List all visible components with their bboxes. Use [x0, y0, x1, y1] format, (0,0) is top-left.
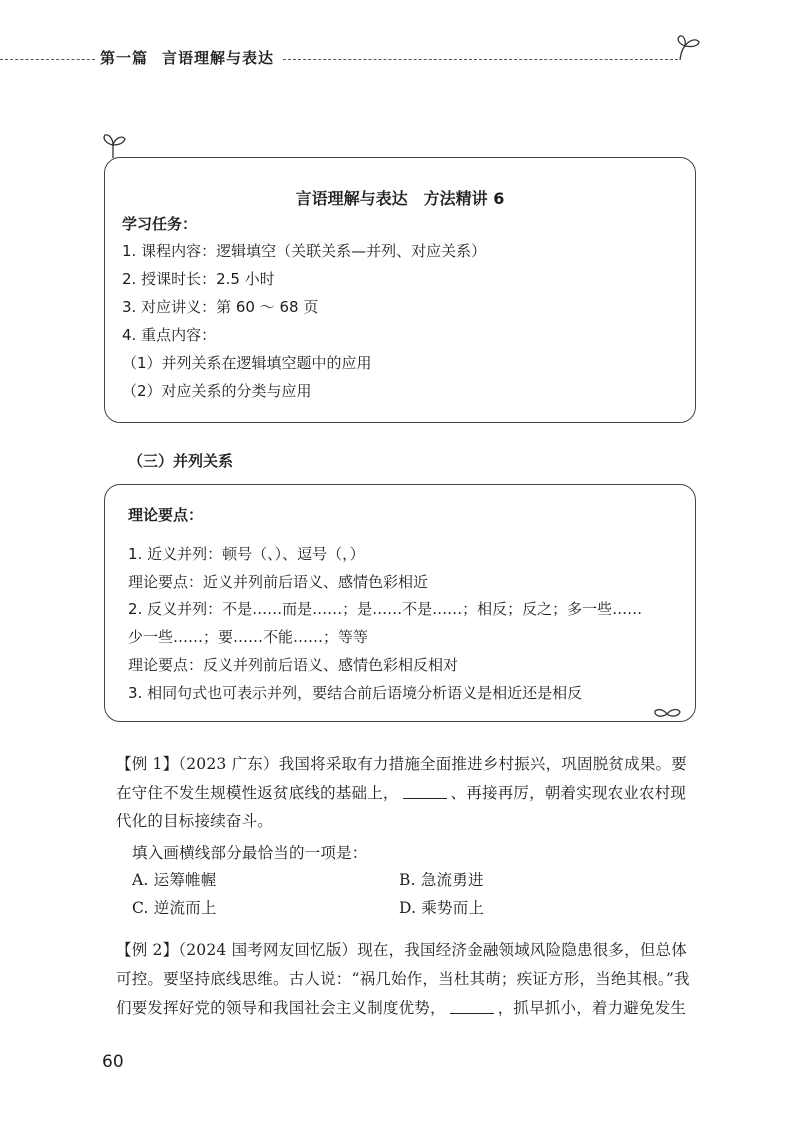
fill-in-blank [403, 784, 447, 799]
example1-text: 在守住不发生规模性返贫底线的基础上， [116, 784, 399, 802]
example2-line [116, 996, 686, 1018]
task-line: （1）并列关系在逻辑填空题中的应用 [122, 354, 372, 372]
task-line: （2）对应关系的分类与应用 [122, 382, 312, 400]
example1-line [116, 781, 686, 803]
example2-text: 们要发挥好党的领导和我国社会主义制度优势， [116, 999, 446, 1017]
page-number: 60 [102, 1052, 124, 1072]
example2-line: 可控。要坚持底线思维。古人说：“祸几始作，当杜其萌；疾证方形，当绝其根。”我 [116, 970, 690, 988]
leaf-icon [96, 128, 130, 160]
task-label: 学习任务： [122, 215, 198, 233]
option-c: C. 逆流而上 [132, 899, 217, 917]
section-heading: （三）并列关系 [128, 452, 234, 470]
header-part: 第一篇 [100, 49, 149, 67]
header-title: 言语理解与表达 [162, 49, 275, 67]
task-line: 2. 授课时长：2.5 小时 [122, 270, 275, 288]
question-prompt: 填入画横线部分最恰当的一项是： [132, 844, 368, 862]
task-line: 3. 对应讲义：第 60 ～ 68 页 [122, 298, 319, 316]
header-rule-left [0, 59, 95, 60]
example2-text: ，抓早抓小，着力避免发生 [497, 999, 687, 1017]
sprout-icon [672, 32, 706, 62]
leaf-icon [650, 704, 684, 722]
option-d: D. 乘势而上 [399, 899, 485, 917]
theory-points-box [104, 484, 696, 722]
fill-in-blank [450, 999, 494, 1014]
task-line: 1. 课程内容：逻辑填空（关联关系—并列、对应关系） [122, 242, 487, 260]
theory-line: 2. 反义并列：不是……而是……；是……不是……；相反；反之；多一些…… [128, 600, 643, 618]
example2-line: 【例 2】（2024 国考网友回忆版）现在，我国经济金融领域风险隐患很多，但总体 [116, 941, 687, 959]
theory-line: 理论要点：近义并列前后语义、感情色彩相近 [128, 573, 429, 591]
task-line: 4. 重点内容： [122, 326, 217, 344]
header-rule-right [283, 59, 678, 60]
example1-line: 代化的目标接续奋斗。 [116, 812, 274, 830]
theory-line: 少一些……；要……不能……；等等 [128, 628, 369, 646]
theory-label: 理论要点： [128, 506, 204, 524]
example1-line: 【例 1】（2023 广东）我国将采取有力措施全面推进乡村振兴，巩固脱贫成果。要 [116, 755, 687, 773]
box-title: 言语理解与表达 方法精讲 6 [295, 189, 505, 208]
theory-line: 理论要点：反义并列前后语义、感情色彩相反相对 [128, 656, 459, 674]
running-header [100, 47, 274, 68]
learning-task-box [104, 157, 696, 423]
example1-text: 、再接再厉，朝着实现农业农村现 [450, 784, 687, 802]
option-a: A. 运筹帷幄 [132, 871, 217, 889]
theory-line: 1. 近义并列：顿号（、）、逗号（，） [128, 545, 365, 563]
option-b: B. 急流勇进 [399, 871, 484, 889]
theory-line: 3. 相同句式也可表示并列，要结合前后语境分析语义是相近还是相反 [128, 684, 583, 702]
